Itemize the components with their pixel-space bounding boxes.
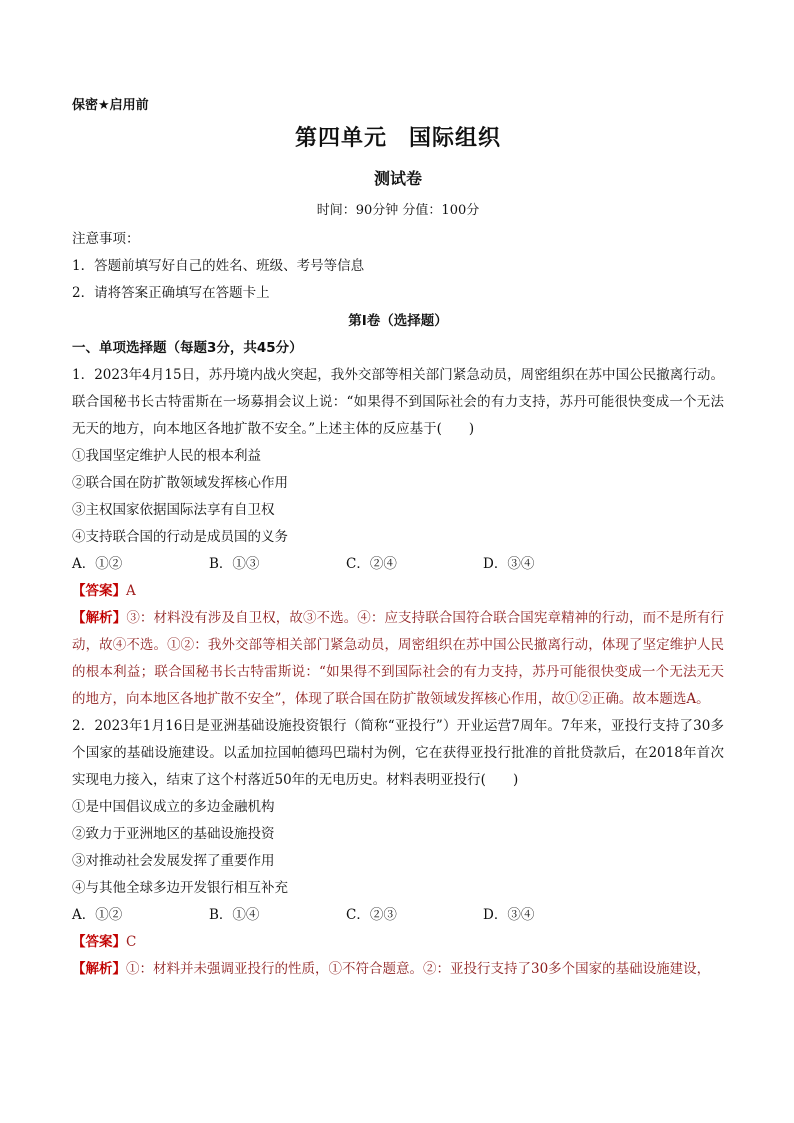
answer-value: C	[126, 934, 137, 950]
answer-value: A	[126, 583, 136, 599]
time-score-info: 时间：90分钟 分值：100分	[316, 203, 480, 218]
option-c: C．②④	[346, 556, 397, 572]
question-1-item: ④支持联合国的行动是成员国的义务	[72, 529, 288, 545]
option-b: B．①④	[209, 907, 260, 923]
question-1-item: ①我国坚定维护人民的根本利益	[72, 448, 261, 464]
page-title	[72, 121, 724, 152]
option-c: C．②③	[346, 907, 397, 923]
explanation-tag: 【解析】	[72, 610, 127, 626]
explanation-tag: 【解析】	[72, 961, 126, 977]
question-1-item: ②联合国在防扩散领域发挥核心作用	[72, 475, 288, 491]
explanation-text: ③：材料没有涉及自卫权，故③不选。④：应支持联合国符合联合国宪章精神的行动，而不是所有行动，故④不选。①②：我外交部等相关部门紧急动员，周密组织在苏中国公民撤离行动，体现了坚定维护人民的根本利益；联合国秘书长古特雷斯说：“如果得不到国际社会的有力支持，苏丹可能很快变成一个无法无天的地方，向本地区各地扩散不安全”，体现了联合国在防扩散领域发挥核心作用，故①②正确。故本题选A。	[72, 610, 725, 707]
title-unit: 第四单元	[294, 126, 387, 151]
answer-tag: 【答案】	[72, 934, 126, 950]
option-d: D．③④	[483, 907, 535, 923]
question-2-item: ④与其他全球多边开发银行相互补充	[72, 880, 288, 896]
question-2-item: ②致力于亚洲地区的基础设施投资	[72, 826, 275, 842]
question-2-options	[72, 902, 724, 929]
question-2-item: ③对推动社会发展发挥了重要作用	[72, 853, 275, 869]
option-a: A．①②	[72, 907, 123, 923]
note-item: 1．答题前填写好自己的姓名、班级、考号等信息	[72, 258, 365, 274]
answer-tag: 【答案】	[72, 583, 126, 599]
question-2-answer	[72, 929, 724, 956]
question-1-stem: 1．2023年4月15日，苏丹境内战火突起，我外交部等相关部门紧急动员，周密组织在苏中国公民撤离行动。联合国秘书长古特雷斯在一场募捐会议上说：“如果得不到国际社会的有力支持，苏丹可能很快变成一个无法无天的地方，向本地区各地扩散不安全。”上述主体的反应基于( )	[72, 367, 724, 437]
question-1-explanation	[72, 605, 724, 713]
option-a: A．①②	[72, 556, 123, 572]
confidential-label: 保密★启用前	[72, 98, 149, 113]
question-1-answer	[72, 578, 724, 605]
option-b: B．①③	[209, 556, 260, 572]
notes-heading: 注意事项：	[72, 231, 140, 247]
part-title: 第Ⅰ卷（选择题）	[348, 313, 448, 329]
explanation-text: ①：材料并未强调亚投行的性质，①不符合题意。②：亚投行支持了30多个国家的基础设施建设，	[126, 961, 711, 977]
option-d: D．③④	[483, 556, 535, 572]
question-1-options	[72, 551, 724, 578]
section-heading: 一、单项选择题（每题3分，共45分）	[72, 340, 303, 356]
question-2-explanation	[72, 956, 724, 983]
title-topic: 国际组织	[409, 126, 502, 151]
page-subtitle: 测试卷	[373, 169, 422, 188]
note-item: 2．请将答案正确填写在答题卡上	[72, 285, 270, 301]
question-2-item: ①是中国倡议成立的多边金融机构	[72, 799, 275, 815]
question-1-item: ③主权国家依据国际法享有自卫权	[72, 502, 275, 518]
question-2-stem: 2．2023年1月16日是亚洲基础设施投资银行（简称“亚投行”）开业运营7周年。7年来，亚投行支持了30多个国家的基础设施建设。以孟加拉国帕德玛巴瑞村为例，它在获得亚投行批准的首批贷款后，在2018年首次实现电力接入，结束了这个村落近50年的无电历史。材料表明亚投行( )	[72, 718, 724, 788]
